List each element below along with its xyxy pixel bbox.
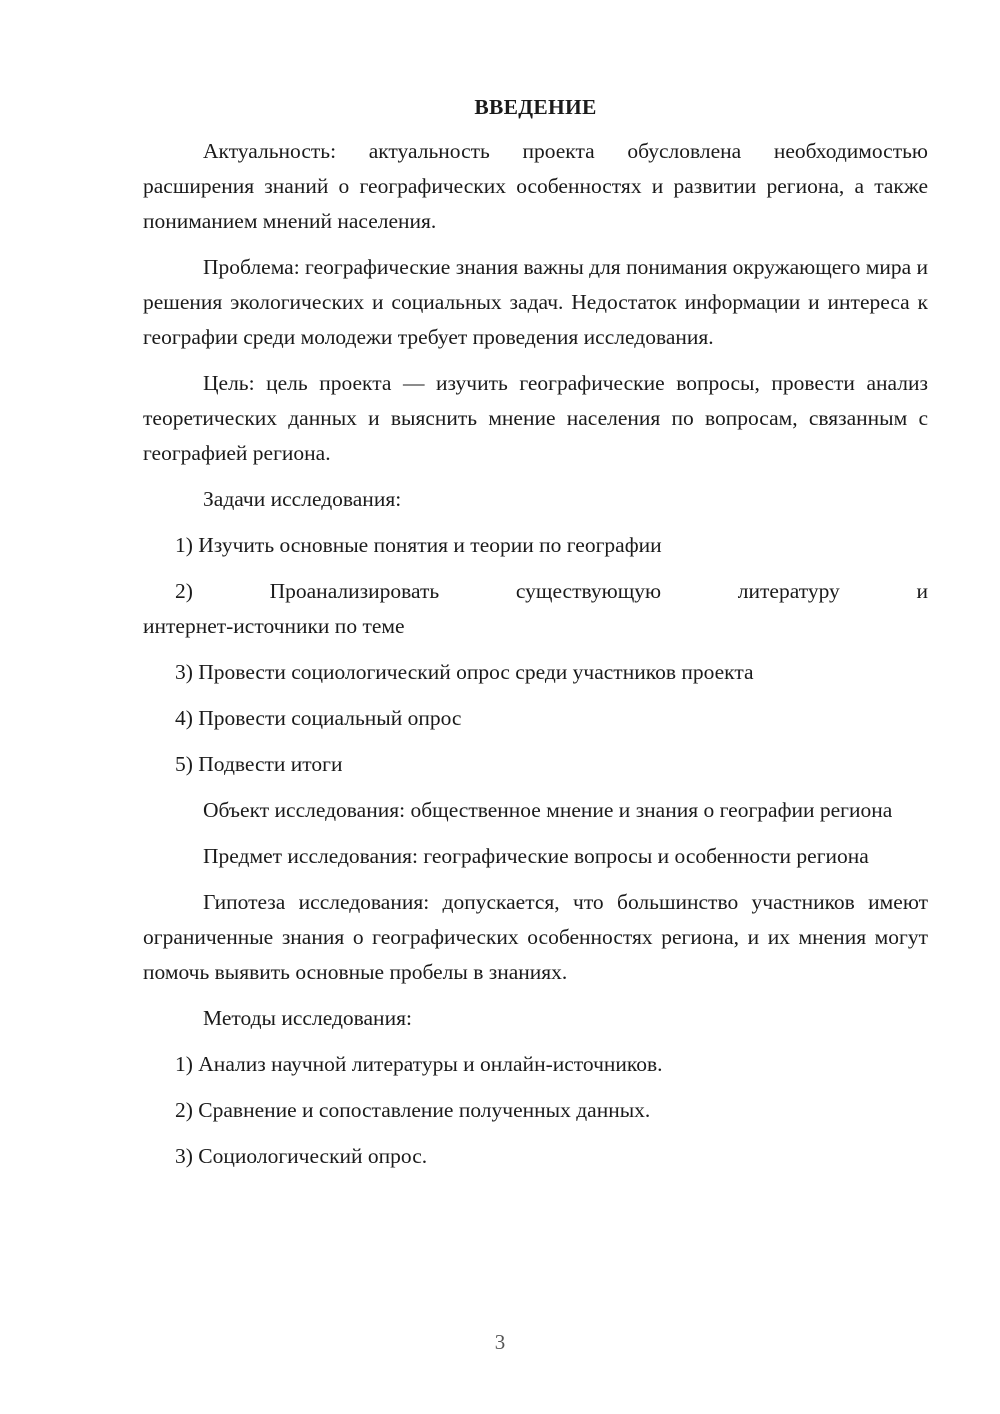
page-number: 3: [494, 1330, 506, 1354]
method-item: 2) Сравнение и сопоставление полученных данных.: [175, 1098, 651, 1122]
task-item: 1) Изучить основные понятия и теории по географии: [175, 533, 662, 557]
task-item-line: 2) Проанализировать существующую литературу и: [175, 579, 928, 603]
method-item: 3) Социологический опрос.: [175, 1144, 428, 1168]
task-item: 3) Провести социологический опрос среди участников проекта: [175, 660, 754, 684]
document-page: [143, 90, 928, 1185]
object-paragraph: Объект исследования: общественное мнение и знания о географии региона: [203, 798, 893, 822]
problem-paragraph: Проблема: географические знания важны для понимания окружающего мира и решения экологических и социальных задач. Недостаток информации и интереса к географии среди молодежи требует проведения исследования.: [143, 255, 928, 349]
task-item-line: интернет-источники по теме: [143, 614, 405, 638]
methods-heading: Методы исследования:: [203, 1006, 412, 1030]
section-title: ВВЕДЕНИЕ: [474, 95, 597, 119]
task-item: 5) Подвести итоги: [175, 752, 343, 776]
tasks-heading: Задачи исследования:: [203, 487, 402, 511]
hypothesis-paragraph: Гипотеза исследования: допускается, что большинство участников имеют ограниченные знания о географических особенностях региона, и их мнения могут помочь выявить основные пробелы в знаниях.: [143, 890, 928, 984]
relevance-paragraph: Актуальность: актуальность проекта обусловлена необходимостью расширения знаний о географических особенностях и развитии региона, а также пониманием мнений населения.: [143, 139, 928, 233]
task-item: [143, 574, 928, 644]
subject-paragraph: Предмет исследования: географические вопросы и особенности региона: [203, 844, 869, 868]
method-item: 1) Анализ научной литературы и онлайн-источников.: [175, 1052, 663, 1076]
goal-paragraph: Цель: цель проекта — изучить географические вопросы, провести анализ теоретических данных и выяснить мнение населения по вопросам, связанным с географией региона.: [143, 371, 928, 465]
task-item: 4) Провести социальный опрос: [175, 706, 462, 730]
